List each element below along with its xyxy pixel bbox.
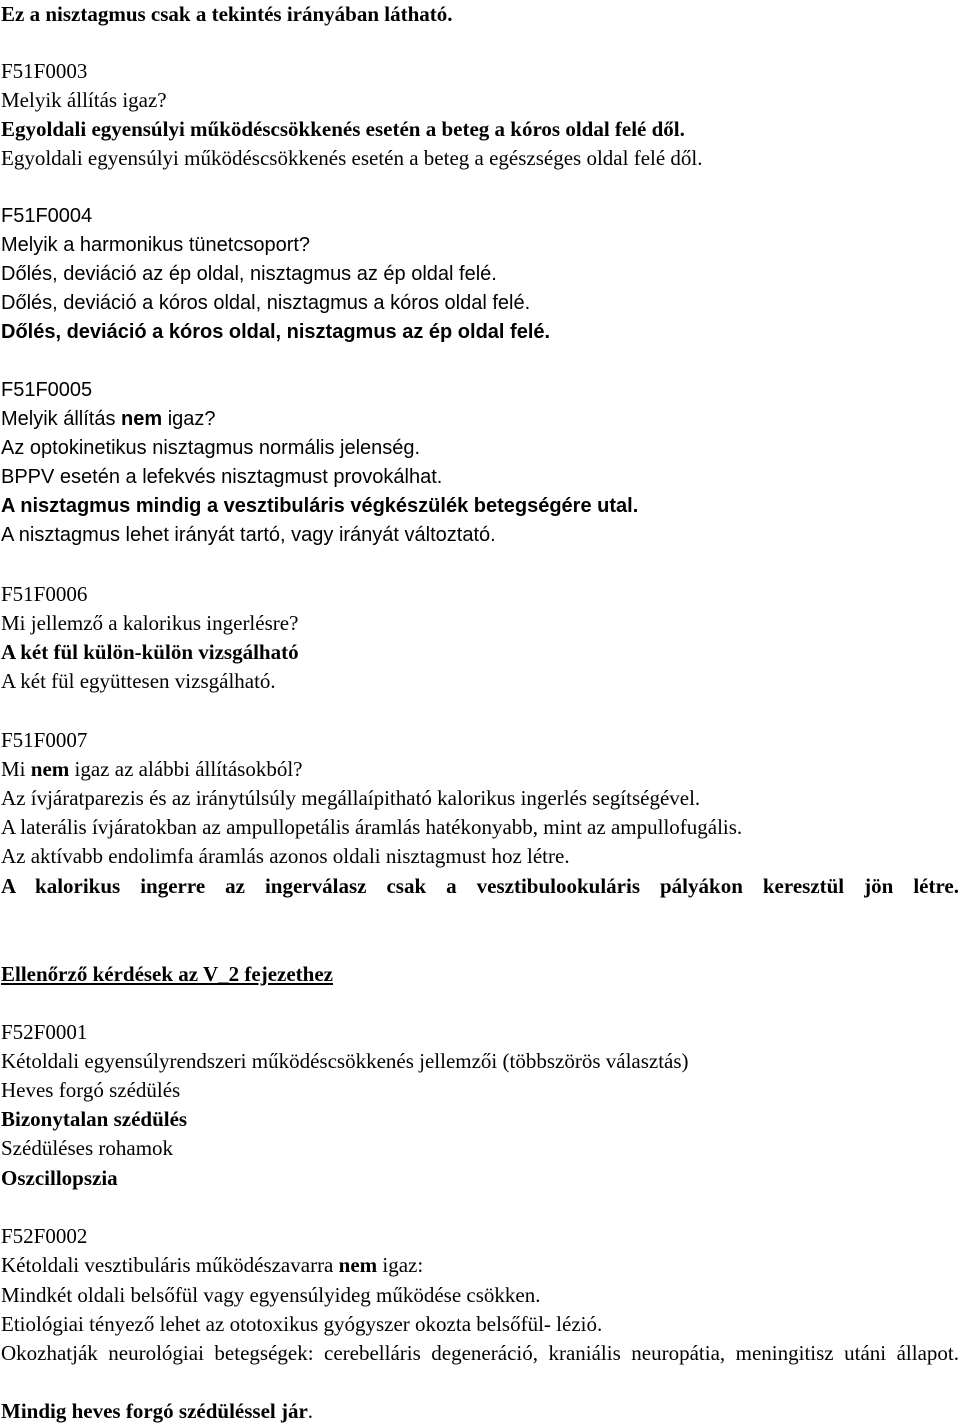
- answer-option: Egyoldali egyensúlyi működéscsökkenés esetén a beteg a egészséges oldal felé dől.: [1, 146, 703, 170]
- question-text: Melyik állítás igaz?: [1, 88, 167, 112]
- question-code: F51F0004: [1, 205, 93, 227]
- answer-option: BPPV esetén a lefekvés nisztagmust provokálhat.: [1, 466, 443, 488]
- question-text-post: igaz?: [162, 408, 216, 430]
- answer-option: Dőlés, deviáció a kóros oldal, nisztagmus a kóros oldal felé.: [1, 292, 531, 314]
- answer-period: .: [307, 1399, 314, 1423]
- answer-option: A nisztagmus lehet irányát tartó, vagy irányát változtató.: [1, 524, 496, 546]
- question-text-post: igaz:: [377, 1253, 424, 1277]
- answer-option: Az optokinetikus nisztagmus normális jelenség.: [1, 437, 421, 459]
- question-text: Kétoldali egyensúlyrendszeri működéscsökkenés jellemzői (többszörös választás): [1, 1049, 689, 1073]
- question-text: [1, 755, 303, 784]
- answer-option: Dőlés, deviáció az ép oldal, nisztagmus az ép oldal felé.: [1, 263, 497, 285]
- negation-word: nem: [338, 1253, 378, 1277]
- question-text-pre: Melyik állítás: [1, 408, 122, 430]
- question-code: F51F0005: [1, 379, 93, 401]
- question-text-pre: Kétoldali vesztibuláris működészavarra: [1, 1253, 339, 1277]
- answer-option: A két fül együttesen vizsgálható.: [1, 669, 276, 693]
- question-code: F52F0002: [1, 1224, 88, 1248]
- answer-option: A laterális ívjáratokban az ampullopetális áramlás hatékonyabb, mint az ampullofugális.: [1, 815, 743, 839]
- answer-option: Etiológiai tényező lehet az ototoxikus gyógyszer okozta belsőfül- lézió.: [1, 1312, 603, 1336]
- question-code: F51F0006: [1, 582, 88, 606]
- question-text: [1, 1251, 423, 1280]
- question-text-pre: Mi: [1, 757, 31, 781]
- correct-answer: Oszcillopszia: [1, 1166, 118, 1190]
- question-text-post: igaz az alábbi állításokból?: [69, 757, 303, 781]
- correct-answer: Dőlés, deviáció a kóros oldal, nisztagmus az ép oldal felé.: [1, 321, 551, 343]
- answer-option: Heves forgó szédülés: [1, 1078, 181, 1102]
- correct-answer: [1, 1397, 313, 1426]
- section-heading: Ellenőrző kérdések az V_2 fejezethez: [1, 962, 334, 986]
- correct-answer: Egyoldali egyensúlyi működéscsökkenés esetén a beteg a kóros oldal felé dől.: [1, 117, 685, 141]
- question-text: Melyik a harmonikus tünetcsoport?: [1, 234, 311, 256]
- question-code: F52F0001: [1, 1020, 88, 1044]
- correct-answer: A két fül külön-külön vizsgálható: [1, 640, 299, 664]
- correct-answer: A nisztagmus mindig a vesztibuláris végkészülék betegségére utal.: [1, 495, 639, 517]
- question-text: Mi jellemző a kalorikus ingerlésre?: [1, 611, 299, 635]
- question-code: F51F0003: [1, 59, 88, 83]
- answer-line: Ez a nisztagmus csak a tekintés irányában látható.: [1, 2, 453, 26]
- answer-option: [1, 1339, 959, 1368]
- answer-option: Az aktívabb endolimfa áramlás azonos oldali nisztagmust hoz létre.: [1, 844, 570, 868]
- question-code: F51F0007: [1, 728, 88, 752]
- correct-answer: A kalorikus ingerre az ingerválasz csak a vesztibulookuláris pályákon keresztül jön létre.: [1, 874, 959, 898]
- answer-option: Mindkét oldali belsőfül vagy egyensúlyideg működése csökken.: [1, 1283, 541, 1307]
- negation-word: nem: [121, 408, 163, 430]
- answer-option-text: Okozhatják neurológiai betegségek: cerebelláris degeneráció, kraniális neuropátia, meningitisz utáni állapot.: [1, 1341, 959, 1365]
- answer-option: Szédüléses rohamok: [1, 1136, 174, 1160]
- answer-option: Az ívjáratparezis és az iránytúlsúly megállaípitható kalorikus ingerlés segítségével.: [1, 786, 701, 810]
- question-text: [1, 405, 216, 434]
- correct-answer: Bizonytalan szédülés: [1, 1107, 188, 1131]
- negation-word: nem: [30, 757, 70, 781]
- correct-answer-text: Mindig heves forgó szédüléssel jár: [1, 1399, 308, 1423]
